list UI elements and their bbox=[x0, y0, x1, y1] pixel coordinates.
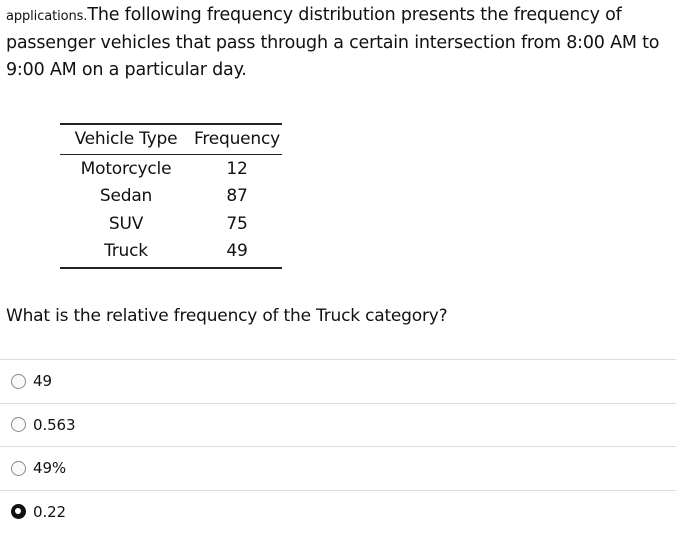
table-header-row bbox=[60, 124, 282, 155]
radio-button[interactable] bbox=[11, 461, 26, 476]
answer-option[interactable] bbox=[0, 359, 676, 403]
answer-options bbox=[0, 359, 676, 533]
frequency-table bbox=[60, 123, 282, 269]
cell-frequency: 49 bbox=[192, 238, 282, 269]
answer-option[interactable] bbox=[0, 490, 676, 533]
header-vehicle-type: Vehicle Type bbox=[60, 124, 192, 155]
cell-frequency: 75 bbox=[192, 210, 282, 238]
radio-button[interactable] bbox=[11, 417, 26, 432]
cell-vehicle-type: Motorcycle bbox=[60, 155, 192, 183]
intro-paragraph bbox=[6, 2, 674, 84]
answer-option-label[interactable]: 0.563 bbox=[33, 416, 75, 434]
intro-text: The following frequency distribution presents the frequency of passenger vehicles that pass through a certain intersection from 8:00 AM to 9:00 AM on a particular day. bbox=[6, 5, 659, 80]
cell-vehicle-type: SUV bbox=[60, 210, 192, 238]
cell-frequency: 87 bbox=[192, 183, 282, 211]
answer-option-label[interactable]: 0.22 bbox=[33, 503, 66, 521]
cell-frequency: 12 bbox=[192, 155, 282, 183]
cell-vehicle-type: Sedan bbox=[60, 183, 192, 211]
question-text: What is the relative frequency of the Truck category? bbox=[6, 306, 447, 326]
answer-option[interactable] bbox=[0, 446, 676, 490]
answer-option[interactable] bbox=[0, 403, 676, 447]
intro-prefix: applications. bbox=[6, 9, 87, 24]
header-frequency: Frequency bbox=[192, 124, 282, 155]
table-row bbox=[60, 210, 282, 238]
answer-option-label[interactable]: 49 bbox=[33, 372, 52, 390]
table-row bbox=[60, 238, 282, 269]
radio-button[interactable] bbox=[11, 374, 26, 389]
cell-vehicle-type: Truck bbox=[60, 238, 192, 269]
table-row bbox=[60, 155, 282, 183]
radio-button[interactable] bbox=[11, 504, 26, 519]
table-row bbox=[60, 183, 282, 211]
answer-option-label[interactable]: 49% bbox=[33, 459, 66, 477]
